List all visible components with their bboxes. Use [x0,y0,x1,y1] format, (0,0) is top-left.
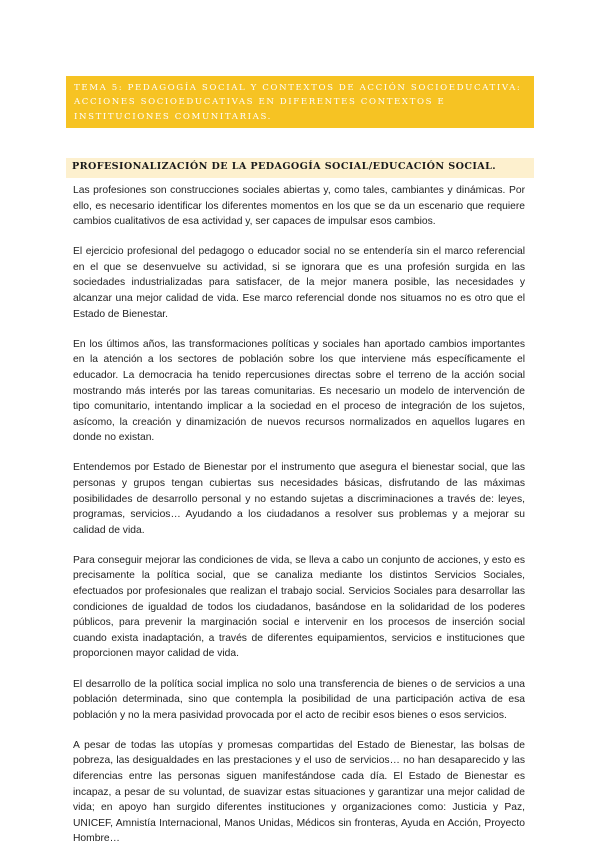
topic-title: TEMA 5: PEDAGOGÍA SOCIAL Y CONTEXTOS DE ACCIÓN SOCIOEDUCATIVA: ACCIONES SOCIOEDUCATIVAS EN DIFERENTES CONTEXTOS E INSTITUCIONES COMUNITARIAS. [74,83,522,122]
paragraph-3: En los últimos años, las transformaciones políticas y sociales han aportado cambios importantes en la atención a los sectores de población sobre los que interviene más específicamente el educador. La democracia ha tenido repercusiones directas sobre el terreno de la acción social mostrando más interés por las tareas comunitarias. Es necesario un modelo de intervención de tipo comunitario, intentando implicar a la sociedad en el proceso de integración de los sujetos, asícomo, la creación y dinamización de nuevos recursos normalizados en aquellos lugares en donde no existan. [73,338,525,444]
paragraph-4: Entendemos por Estado de Bienestar por el instrumento que asegura el bienestar social, que las personas y grupos tengan cubiertas sus necesidades básicas, disfrutando de las máximas posibilidades de desarrollo personal y no estando sujetas a discriminaciones a través de: leyes, programas, servicios… Ayudando a los ciudadanos a resolver sus problemas y a mejorar su calidad de vida. [73,462,525,536]
section-heading: PROFESIONALIZACIÓN DE LA PEDAGOGÍA SOCIAL/EDUCACIÓN SOCIAL. [72,161,497,172]
paragraph-1: Las profesiones son construcciones sociales abiertas y, como tales, cambiantes y dinámicas. Por ello, es necesario identificar los diferentes momentos en los que se da un escenario que requiere cambios cualitativos de esa actividad y, ser capaces de impulsar esos cambios. [73,185,525,228]
body-text [73,183,525,861]
paragraph-5: Para conseguir mejorar las condiciones de vida, se lleva a cabo un conjunto de acciones, y esto es precisamente la política social, que se canaliza mediante los distintos Servicios Sociales, efectuados por profesionales que realizan el trabajo social. Servicios Sociales para desarrollar las condiciones de igualdad de todos los ciudadanos, basándose en la solidaridad de los poderes públicos, para prevenir la marginación social e intervenir en los procesos de inserción social cuando exista inadaptación, a través de diferentes equipamientos, servicios e instituciones que proporcionen mayor calidad de vida. [73,554,525,660]
paragraph-7: A pesar de todas las utopías y promesas compartidas del Estado de Bienestar, las bolsas de pobreza, las desigualdades en las prestaciones y el uso de servicios… no han desaparecido y las diferencias entre las personas siguen manifestándose cada día. El Estado de Bienestar es incapaz, a pesar de su voluntad, de suavizar estas situaciones y garantizar una mejor calidad de vida; en apoyo han surgido diferentes instituciones y organizaciones como: Justicia y Paz, UNICEF, Amnistía Internacional, Manos Unidas, Médicos sin fronteras, Ayuda en Acción, Proyecto Hombre… [73,739,525,845]
section-heading-bar [66,158,534,178]
paragraph-2: El ejercicio profesional del pedagogo o educador social no se entendería sin el marco referencial en el que se desenvuelve su actividad, si se ignorara que es una profesión surgida en las sociedades industrializadas para satisfacer, de la mejor manera posible, las necesidades y alcanzar una mejor calidad de vida. Ese marco referencial donde nos situamos no es otro que el Estado de Bienestar. [73,246,525,320]
topic-title-banner [66,76,534,128]
paragraph-6: El desarrollo de la política social implica no solo una transferencia de bienes o de servicios a una población determinada, sino que contempla la posibilidad de una participación activa de esa población y no la mera pasividad provocada por el acto de recibir esos bienes o esos servicios. [73,678,525,721]
